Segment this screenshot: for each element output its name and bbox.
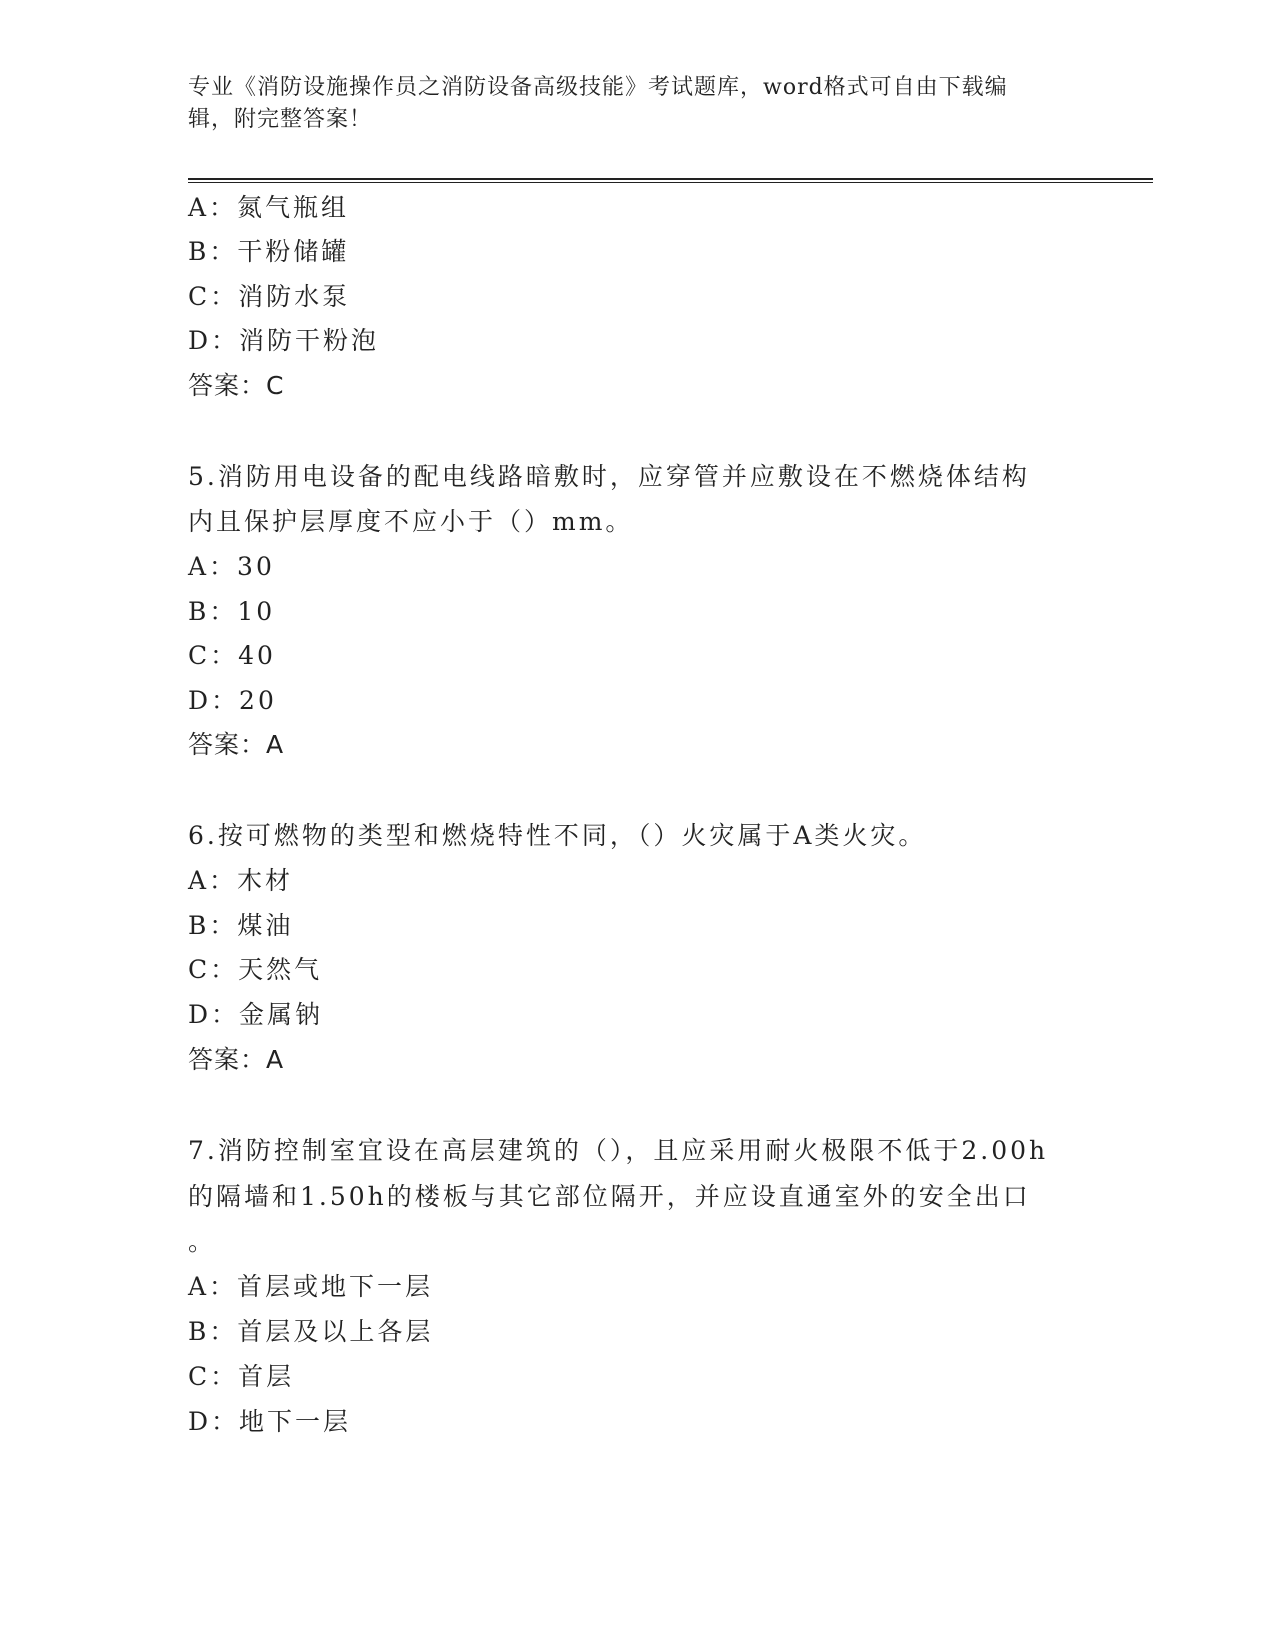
header-line-1: 专业《消防设施操作员之消防设备高级技能》考试题库，word格式可自由下载编: [188, 75, 1008, 100]
q7-option-b: B：首层及以上各层: [188, 1317, 434, 1346]
q5-stem-line-1: 5.消防用电设备的配电线路暗敷时，应穿管并应敷设在不燃烧体结构: [188, 462, 1030, 491]
q4-option-d: D：消防干粉泡: [188, 326, 380, 355]
q4-answer: 答案：C: [188, 371, 285, 400]
q6-option-a: A：木材: [188, 866, 294, 895]
q6-option-c: C：天然气: [188, 955, 323, 984]
q5-option-d: D：20: [188, 686, 277, 715]
q6-answer: 答案：A: [188, 1045, 285, 1074]
q4-option-c: C：消防水泵: [188, 282, 351, 311]
q7-stem-line-2: 的隔墙和1.50h的楼板与其它部位隔开，并应设直通室外的安全出口: [188, 1182, 1031, 1211]
q6-stem-line-1: 6.按可燃物的类型和燃烧特性不同，（）火灾属于A类火灾。: [188, 821, 927, 850]
q5-stem-line-2: 内且保护层厚度不应小于（）mm。: [188, 507, 634, 536]
document-header: [188, 72, 1088, 136]
q5-option-a: A：30: [188, 552, 275, 581]
header-line-2: 辑，附完整答案！: [188, 107, 373, 132]
q4-option-a: A：氮气瓶组: [188, 193, 350, 222]
q6-option-b: B：煤油: [188, 911, 294, 940]
q5-answer: 答案：A: [188, 730, 285, 759]
q5-option-c: C：40: [188, 641, 276, 670]
q7-option-c: C：首层: [188, 1362, 295, 1391]
header-divider: [188, 178, 1153, 183]
q7-stem-line-3: 。: [188, 1227, 217, 1256]
q4-option-b: B：干粉储罐: [188, 237, 350, 266]
q7-option-a: A：首层或地下一层: [188, 1272, 434, 1301]
q7-option-d: D：地下一层: [188, 1407, 352, 1436]
q5-option-b: B：10: [188, 597, 276, 626]
q7-stem-line-1: 7.消防控制室宜设在高层建筑的（），且应采用耐火极限不低于2.00h: [188, 1136, 1049, 1165]
q6-option-d: D：金属钠: [188, 1000, 324, 1029]
